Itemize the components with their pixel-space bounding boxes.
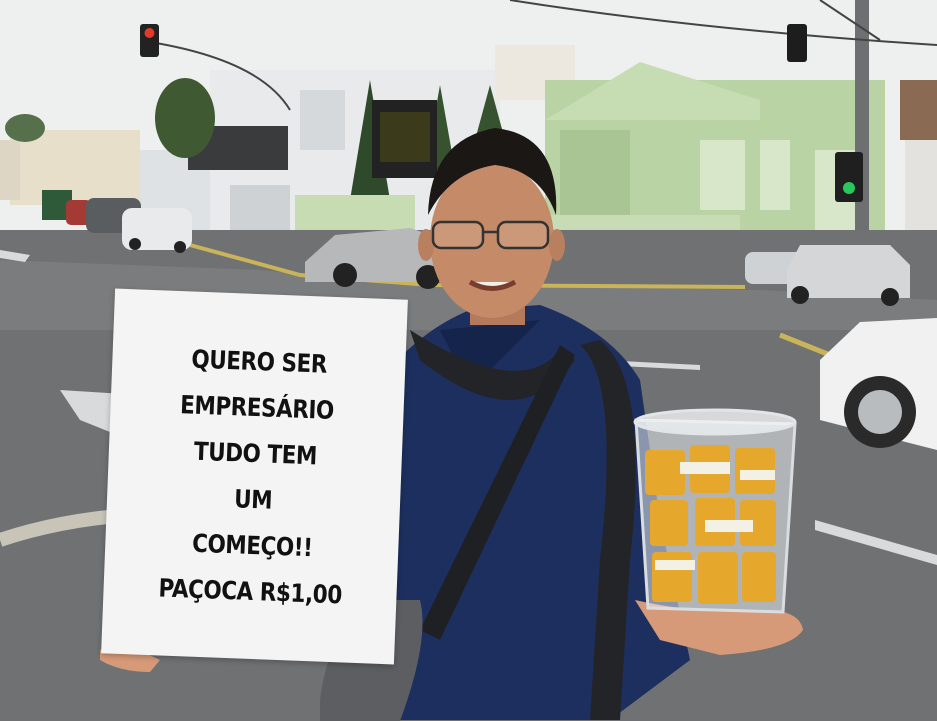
- pacoca-container: [635, 410, 795, 612]
- sign-line-3: TUDO TEM: [193, 436, 318, 470]
- sign-line-4: UM: [234, 483, 274, 515]
- sign-line-5: COMEÇO!!: [191, 528, 313, 562]
- traffic-light-dark: [787, 24, 807, 62]
- sign-line-6: PAÇOCA R$1,00: [157, 572, 343, 609]
- traffic-light-red: [140, 24, 159, 57]
- traffic-light-green: [835, 152, 863, 202]
- sign-line-1: QUERO SER: [190, 343, 328, 379]
- protest-sign: [101, 289, 408, 665]
- sign-line-2: EMPRESÁRIO: [179, 389, 335, 425]
